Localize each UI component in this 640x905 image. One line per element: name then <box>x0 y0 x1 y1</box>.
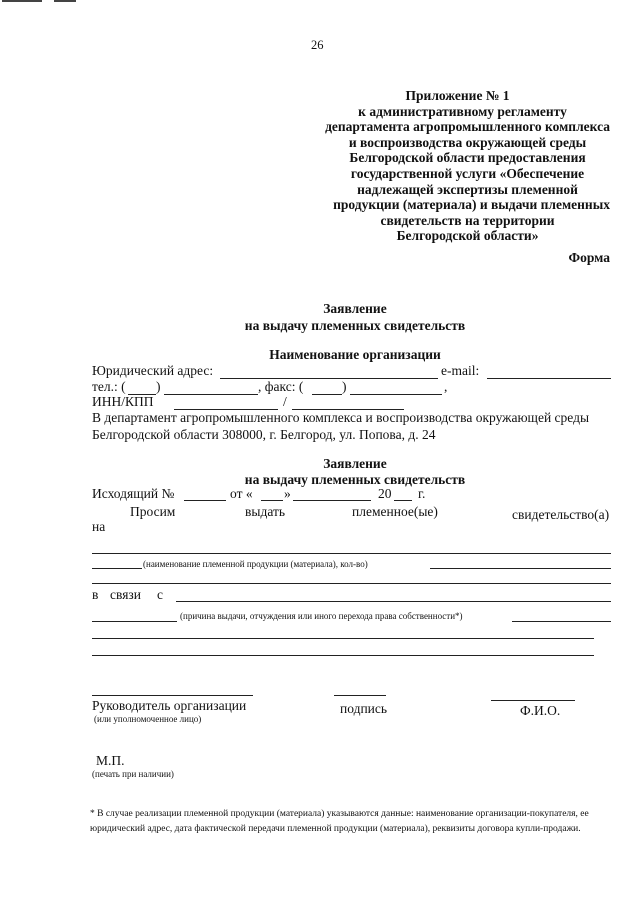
signature-label: подпись <box>340 701 388 716</box>
appendix-line: департамента агропромышленного комплекса <box>325 119 610 135</box>
outgoing-close-quote: » <box>284 486 291 501</box>
form-label: Форма <box>568 250 610 265</box>
reason-word-2: связи <box>110 587 141 602</box>
appendix-block <box>325 88 610 244</box>
reason-word-3: с <box>157 587 163 602</box>
product-line-1[interactable] <box>92 553 611 554</box>
email-field[interactable] <box>487 378 611 379</box>
email-label: e-mail: <box>441 363 480 378</box>
head-hint: (или уполномоченное лицо) <box>94 714 202 724</box>
request-word-1: Просим <box>130 504 176 519</box>
inn-separator: / <box>283 394 287 409</box>
footnote: * В случае реализации племенной продукции (материала) указываются данные: наименование организации-покупателя, ее юридический адрес, дата фактической передачи племенной продукции (материала), реквизиты договора купли-продажи. <box>90 809 589 834</box>
appendix-line: государственной услуги «Обеспечение <box>350 165 585 181</box>
scan-mark <box>54 0 76 2</box>
scan-mark <box>2 0 42 2</box>
appendix-line: свидетельств на территории <box>380 212 555 228</box>
product-line-2[interactable] <box>430 568 611 569</box>
fax-label: , факс: ( <box>258 379 304 394</box>
appendix-line: продукции (материала) и выдачи племенных <box>333 197 610 213</box>
reason-line-3[interactable] <box>92 638 594 639</box>
outgoing-month-field[interactable] <box>293 500 371 501</box>
legal-address-field[interactable] <box>220 378 438 379</box>
inn-label: ИНН/КПП <box>92 394 154 409</box>
appendix-line: Приложение № 1 <box>405 88 510 103</box>
product-prefix-field[interactable] <box>92 568 142 569</box>
fax-code-field[interactable] <box>312 394 342 395</box>
outgoing-from: от « <box>230 486 253 501</box>
header-title-1: Заявление <box>323 301 387 316</box>
appendix-line: Белгородской области» <box>396 228 539 244</box>
name-line[interactable] <box>491 700 575 701</box>
header-title-2: на выдачу племенных свидетельств <box>244 318 466 333</box>
fax-close: ) <box>342 379 347 394</box>
reason-word-1: в <box>92 587 99 602</box>
outgoing-year-field[interactable] <box>394 500 412 501</box>
product-hint: (наименование племенной продукции (материала), кол-во) <box>143 559 368 569</box>
legal-address-label: Юридический адрес: <box>92 363 214 378</box>
stamp-label: М.П. <box>96 753 125 768</box>
appendix-line: и воспроизводства окружающей среды <box>348 134 587 150</box>
appendix-line: Белгородской области предоставления <box>349 150 586 166</box>
request-word-4: свидетельство(а) <box>512 507 610 522</box>
product-line-3[interactable] <box>92 583 611 584</box>
head-signature-line[interactable] <box>92 695 253 696</box>
body-title-1: Заявление <box>323 456 387 471</box>
request-word-2: выдать <box>245 504 286 519</box>
request-word-3: племенное(ые) <box>352 504 438 519</box>
reason-line-2[interactable] <box>512 621 611 622</box>
stamp-hint: (печать при наличии) <box>92 769 174 779</box>
reason-prefix-field[interactable] <box>92 621 177 622</box>
outgoing-day-field[interactable] <box>261 500 283 501</box>
outgoing-year-prefix: 20 <box>378 486 392 501</box>
org-name-heading: Наименование организации <box>269 347 441 362</box>
page-number: 26 <box>311 38 324 52</box>
phone-label: тел.: ( <box>92 379 126 394</box>
phone-number-field[interactable] <box>164 394 258 395</box>
appendix-line: к административному регламенту <box>358 103 567 119</box>
reason-line-1[interactable] <box>176 601 611 602</box>
request-word-5: на <box>92 519 106 534</box>
outgoing-number-field[interactable] <box>184 500 226 501</box>
phone-close: ) <box>156 379 161 394</box>
appendix-line: надлежащей экспертизы племенной <box>357 181 578 197</box>
head-label: Руководитель организации <box>92 698 247 713</box>
outgoing-year-suffix: г. <box>418 486 426 501</box>
reason-line-4[interactable] <box>92 655 594 656</box>
addressee-line-1: В департамент агропромышленного комплекса и воспроизводства окружающей среды <box>92 410 590 425</box>
reason-hint: (причина выдачи, отчуждения или иного перехода права собственности*) <box>180 611 463 621</box>
outgoing-label: Исходящий № <box>92 486 175 501</box>
addressee-line-2: Белгородской области 308000, г. Белгород, ул. Попова, д. 24 <box>92 427 436 442</box>
body-title-2: на выдачу племенных свидетельств <box>244 472 466 487</box>
fax-end: , <box>444 379 448 394</box>
signature-line[interactable] <box>334 695 386 696</box>
fax-number-field[interactable] <box>350 394 442 395</box>
name-label: Ф.И.О. <box>520 703 561 718</box>
